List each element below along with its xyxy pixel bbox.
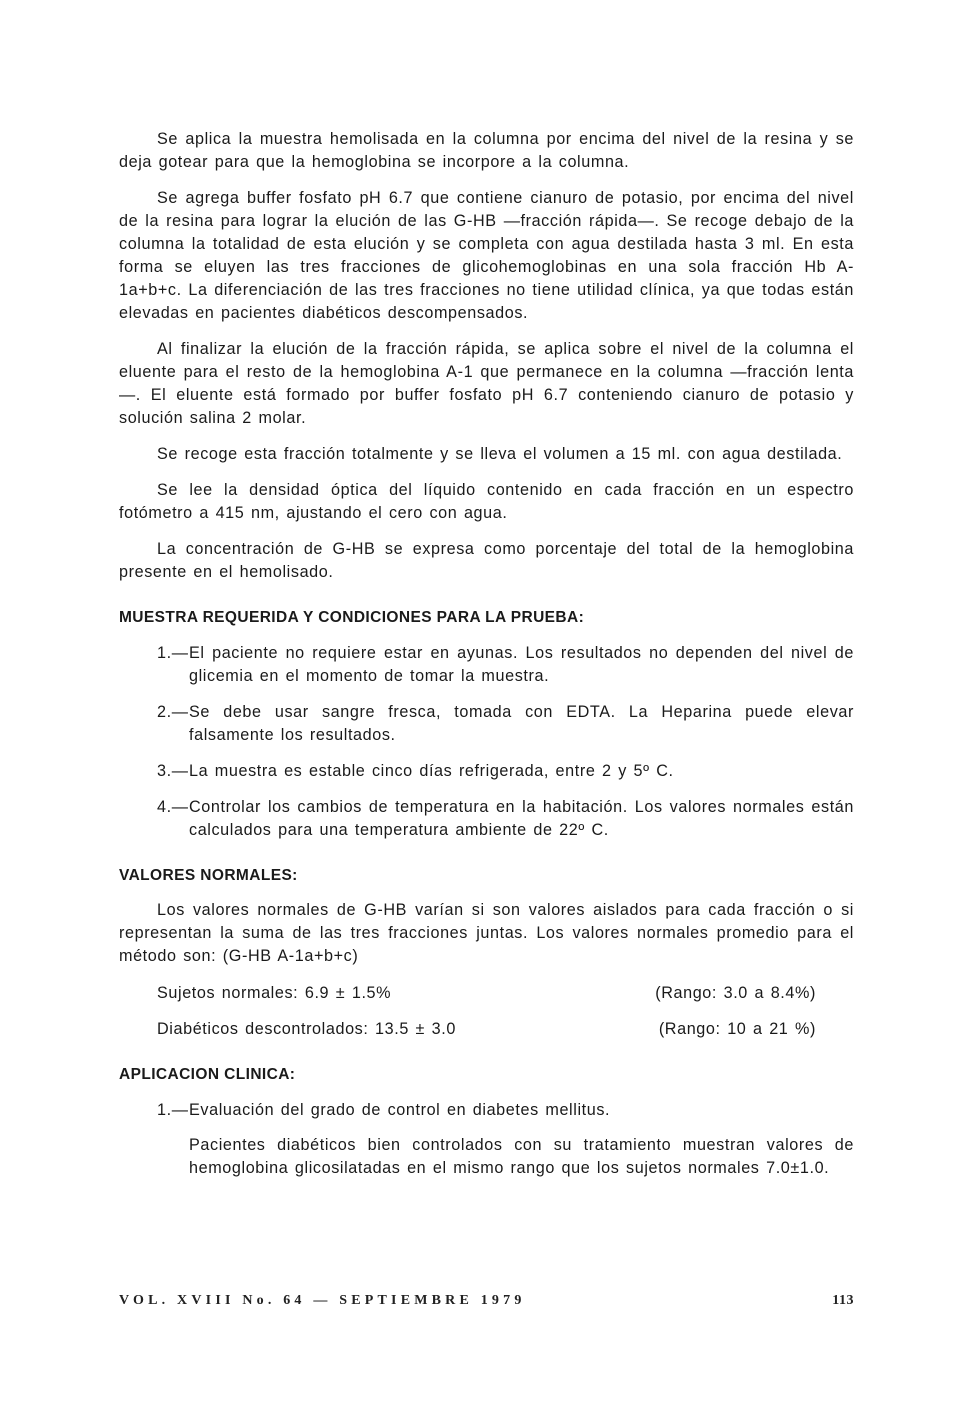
list-number: 3.— xyxy=(157,762,189,780)
paragraph-valores-intro: Los valores normales de G-HB varían si son valores aislados para cada fracción o si representan la suma de las tres fracciones juntas. Los valores normales promedio para el método son: (G-HB A-1a+b+c) xyxy=(119,901,854,965)
list-item xyxy=(157,1099,854,1122)
value-range: (Rango: 3.0 a 8.4%) xyxy=(655,984,816,1002)
list-number: 4.— xyxy=(157,798,189,816)
list-number: 1.— xyxy=(157,1101,189,1119)
list-text: Se debe usar sangre fresca, tomada con EDTA. La Heparina puede elevar falsamente los resultados. xyxy=(189,703,854,744)
list-item xyxy=(157,760,854,783)
list-number: 2.— xyxy=(157,703,189,721)
paragraph-apply-sample: Se aplica la muestra hemolisada en la columna por encima del nivel de la resina y se deja gotear para que la hemoglobina se incorpore a la columna. xyxy=(119,130,854,171)
list-number: 1.— xyxy=(157,644,189,662)
list-item xyxy=(157,701,854,747)
list-text: Evaluación del grado de control en diabetes mellitus. xyxy=(189,1101,611,1119)
page-footer xyxy=(119,1293,854,1309)
paragraph-control-patients: Pacientes diabéticos bien controlados con su tratamiento muestran valores de hemoglobina glicosilatadas en el mismo rango que los sujetos normales 7.0±1.0. xyxy=(189,1136,854,1177)
list-text: El paciente no requiere estar en ayunas. Los resultados no dependen del nivel de glicemia en el momento de tomar la muestra. xyxy=(189,644,854,685)
paragraph-collect-fraction: Se recoge esta fracción totalmente y se lleva el volumen a 15 ml. con agua destilada. xyxy=(157,445,843,463)
paragraph-optical-density: Se lee la densidad óptica del líquido contenido en cada fracción en un espectro fotómetro a 415 nm, ajustando el cero con agua. xyxy=(119,481,854,522)
value-row-normales xyxy=(157,982,816,1005)
value-range: (Rango: 10 a 21 %) xyxy=(658,1020,816,1038)
list-item xyxy=(157,642,854,688)
section-heading-muestra: MUESTRA REQUERIDA Y CONDICIONES PARA LA PRUEBA: xyxy=(119,609,585,626)
section-heading-aplicacion: APLICACION CLINICA: xyxy=(119,1066,296,1083)
list-item xyxy=(157,796,854,842)
page-body xyxy=(119,128,854,1180)
paragraph-concentration: La concentración de G-HB se expresa como porcentaje del total de la hemoglobina presente en el hemolisado. xyxy=(119,540,854,581)
paragraph-slow-fraction: Al finalizar la elución de la fracción rápida, se aplica sobre el nivel de la columna el eluente para el resto de la hemoglobina A-1 que permanece en la columna —fracción lenta—. El eluente está formado por buffer fosfato pH 6.7 conteniendo cianuro de potasio y solución salina 2 molar. xyxy=(119,340,854,427)
paragraph-buffer-fast-fraction: Se agrega buffer fosfato pH 6.7 que contiene cianuro de potasio, por encima del nivel de la resina para lograr la elución de las G-HB —fracción rápida—. Se recoge debajo de la columna la totalidad de esta elución y se completa con agua destilada hasta 3 ml. En esta forma se eluyen las tres fracciones de glicohemoglobinas en una sola fracción Hb A-1a+b+c. La diferenciación de las tres fracciones no tiene utilidad clínica, ya que todas están elevadas en pacientes diabéticos descompensados. xyxy=(119,189,854,322)
section-heading-valores: VALORES NORMALES: xyxy=(119,867,298,884)
value-label: Sujetos normales: 6.9 ± 1.5% xyxy=(157,984,392,1002)
value-label: Diabéticos descontrolados: 13.5 ± 3.0 xyxy=(157,1020,456,1038)
list-text: Controlar los cambios de temperatura en la habitación. Los valores normales están calculados para una temperatura ambiente de 22º C. xyxy=(189,798,854,839)
list-text: La muestra es estable cinco días refrigerada, entre 2 y 5º C. xyxy=(189,762,674,780)
value-row-diabeticos xyxy=(157,1018,816,1041)
journal-reference: VOL. XVIII No. 64 — SEPTIEMBRE 1979 xyxy=(119,1293,526,1308)
page-number: 113 xyxy=(832,1293,854,1308)
